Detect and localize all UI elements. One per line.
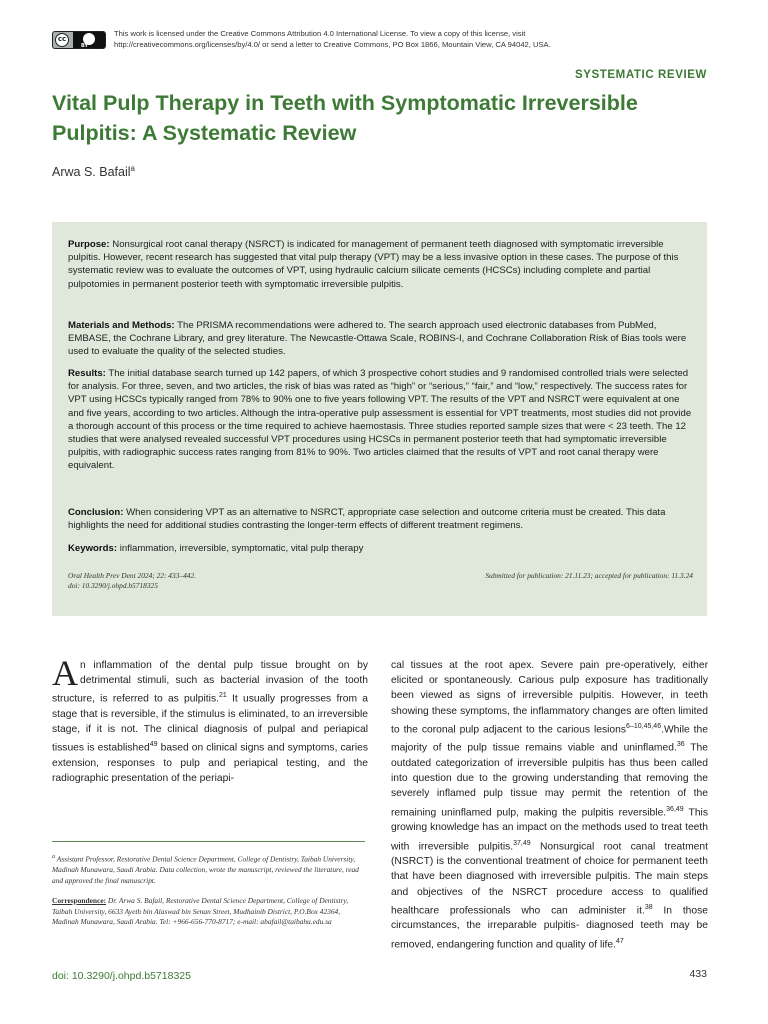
abstract-purpose (68, 238, 692, 291)
by-logo-text: BY (81, 43, 89, 49)
reference-link[interactable]: 36 (676, 741, 685, 749)
footnote-mark: a (52, 854, 56, 860)
left-text-2: It usually progresses from a stage that is reversible, if the stimulus is eliminated, to an irreversible stage, if it is not. The clinical diagnosis of pulpal and periapical tissues is established (52, 693, 368, 754)
results-text: The initial database search turned up 142 papers, of which 3 prospective cohort studies and 9 randomised controlled trials were selected for analysis. For three, seven, and two articles, the risk of bias was rated as “high” or “serious,” “fair,” and “low,” respectively. The success rates for VPT using HCSCs typically ranged from 78% to 90% one to five years following VPT. The results of the VPT and NSRCT were equivalent at one and five years, according to two articles. Although the intra-operative pulp assessment is essential for VPT treatments, most studies did not provide a thorough account of this process or the time required to achieve haemostasis. Three studies reported sample sizes that were < 23 teeth. The 12 studies that were analysed revealed successful VPT procedures using HCSCs in permanent posterior teeth that had symptomatic irreversible pulpitis, with radiographic success rates ranging from 81% to 90%. Two articles claimed that the results of VPT and root canal therapy were equivalent. (68, 368, 692, 472)
methods-text: The PRISMA recommendations were adhered to. The search approach used electronic databases from PubMed, EMBASE, the Cochrane Library, and grey literature. The Newcastle-Ottawa Scale, ROBINS-I, and Cochrane Collaboration Risk of Bias tools were used to evaluate the quality of the selected studies. (68, 320, 687, 358)
reference-link[interactable]: 49 (149, 741, 158, 749)
submission-dates: Submitted for publication: 21.11.23; accepted for publication: 11.3.24 (485, 571, 693, 580)
author-affiliation-mark: a (130, 164, 135, 173)
reference-link[interactable]: 37,49 (513, 839, 531, 847)
footnote-affiliation (52, 852, 368, 886)
reference-link[interactable]: 47 (615, 937, 624, 945)
footer-doi-link[interactable]: doi: 10.3290/j.ohpd.b5718325 (52, 970, 191, 982)
body-column-left (52, 653, 368, 786)
abstract-conclusion (68, 506, 692, 532)
author-name: Arwa S. Bafail (52, 165, 131, 180)
body-column-right (391, 658, 708, 952)
correspondence-text: Dr. Arwa S. Bafail, Restorative Dental Science Department, College of Dentistry, Taibah University, 6633 Ayeth bin Alaswad bin Senan Street, Mudhainib District, P.O.Box 42364, Madinah Munawara, Saudi Arabia. Tel: +966-656-770-8717; e-mail: abafail@taibahu.edu.sa (52, 896, 349, 927)
page-number: 433 (689, 968, 707, 980)
footnote-affiliation-text: Assistant Professor, Restorative Dental Science Department, College of Dentistry, Taibah University, Madinah Munawara, Saudi Arabia. Data collection, wrote the manuscript, reviewed the literature, read and approved the final manuscript. (52, 854, 359, 885)
right-text-1: cal tissues at the root apex. Severe pain pre-operatively, either elicited or spontaneously. Carious pulp exposure has traditionally been viewed as signs of irreversible pulpitis. However, in teeth showing these symptoms, the inflammatory changes are often limited to the coronal pulp adjacent to the carious lesions (391, 660, 708, 736)
citation-block (68, 571, 196, 591)
keywords-label: Keywords: (68, 543, 118, 554)
drop-cap: A (52, 653, 78, 693)
reference-link[interactable]: 21 (218, 692, 227, 700)
conclusion-label: Conclusion: (68, 507, 124, 518)
purpose-label: Purpose: (68, 239, 110, 250)
license-line-1: This work is licensed under the Creative Commons Attribution 4.0 International License. To view a copy of this license, visit (114, 29, 526, 38)
abstract-doi[interactable]: doi: 10.3290/j.ohpd.b5718325 (68, 581, 158, 590)
footnote-correspondence (52, 896, 368, 928)
abstract-box (52, 222, 707, 616)
abstract-keywords (68, 542, 692, 555)
reference-link[interactable]: 36,49 (666, 805, 684, 813)
purpose-text: Nonsurgical root canal therapy (NSRCT) is indicated for management of permanent teeth diagnosed with symptomatic irreversible pulpitis. However, recent research has suggested that vital pulp therapy (VPT) may be a less invasive option in these cases. The purpose of this systematic review was to evaluate the outcomes of VPT, using hydraulic calcium silicate cements (HCSCs) including complete and partial pulpotomies in permanent posterior teeth with symptomatic irreversible pulpitis. (68, 239, 679, 290)
title-line-1: Vital Pulp Therapy in Teeth with Symptomatic Irreversible (52, 91, 638, 115)
correspondence-label: Correspondence: (52, 896, 107, 905)
license-text (114, 28, 714, 50)
article-title (52, 88, 712, 148)
abstract-results (68, 367, 692, 473)
right-text-4: This growing knowledge has an impact on the methods used to treat teeth with irreversible pulpitis. (391, 807, 708, 852)
abstract-methods (68, 319, 692, 359)
footnote-divider (52, 841, 365, 842)
methods-label: Materials and Methods: (68, 320, 175, 331)
right-text-6: In those circumstances, the irreparable pulpitis- diagnosed teeth may be removed, endangering function and quality of life. (391, 905, 709, 950)
cc-by-license-icon[interactable] (52, 31, 106, 49)
title-line-2: Pulpitis: A Systematic Review (52, 121, 357, 145)
keywords-text: inflammation, irreversible, symptomatic, vital pulp therapy (119, 543, 364, 554)
reference-link[interactable]: 38 (644, 903, 653, 911)
reference-link[interactable]: 6–10,45,46 (626, 722, 662, 730)
right-text-2: .While the majority of the pulp tissue remains viable and uninflamed. (391, 724, 708, 754)
right-text-3: The outdated categorization of irreversible pulpitis has thus been called into question due to the growing understanding that removing the severely inflamed pulp tissue may permit the retention of the remaining uninflamed pulp, making the pulpitis reversible. (391, 742, 709, 819)
results-label: Results: (68, 368, 106, 379)
left-text-1: n inflammation of the dental pulp tissue brought on by detrimental stimuli, such as bacterial invasion of the tooth structure, is referred to as pulpitis. (52, 660, 368, 705)
left-text-3: based on clinical signs and symptoms, caries extension, responses to pulp and periapical testing, and the radiographic presentation of the periapi- (52, 742, 368, 785)
author-line (52, 164, 135, 179)
license-line-2[interactable]: http://creativecommons.org/licenses/by/4.0/ or send a letter to Creative Commons, PO Box 1866, Mountain View, CA 94042, USA. (114, 40, 551, 49)
conclusion-text: When considering VPT as an alternative to NSRCT, appropriate case selection and outcome criteria must be created. This data highlights the need for additional studies contrasting the longer-term effects of different treatment regimens. (68, 507, 666, 532)
right-text-5: Nonsurgical root canal treatment (NSRCT) is the conventional treatment of choice for permanent teeth that have been diagnosed with irreversible pulpitis. The main steps and objectives of the NSRCT procedure access to qualified healthcare professionals who can administer it. (391, 840, 708, 917)
license-notice (52, 28, 712, 54)
cc-logo-text: cc (55, 33, 69, 47)
citation: Oral Health Prev Dent 2024; 22: 433–442. (68, 571, 197, 580)
section-label: SYSTEMATIC REVIEW (574, 69, 707, 81)
